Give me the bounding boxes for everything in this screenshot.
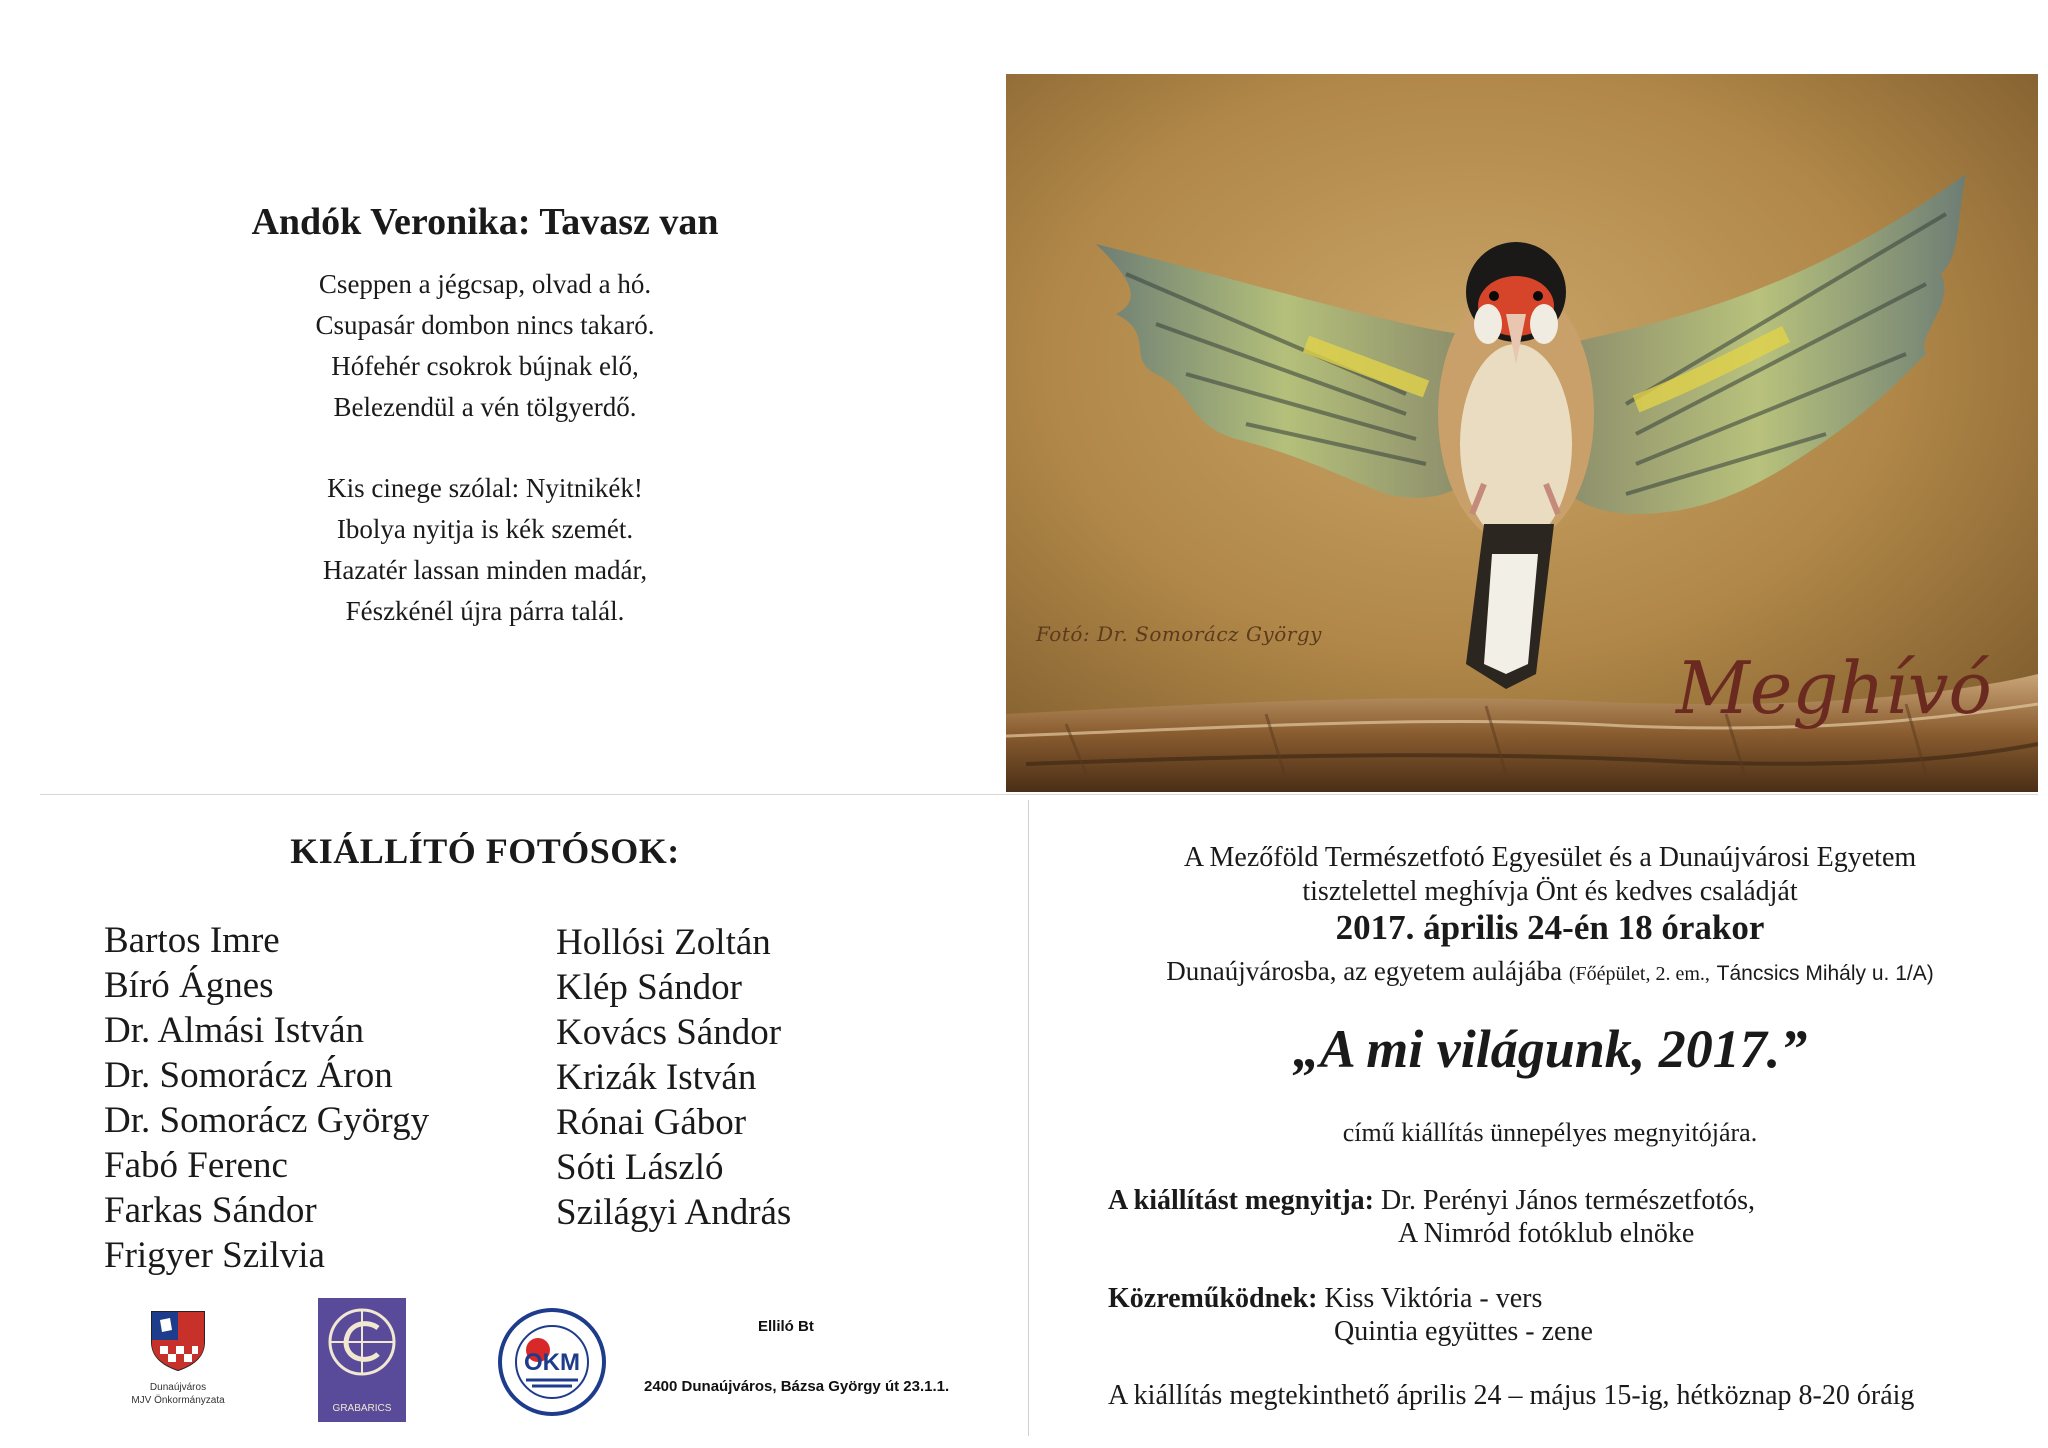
grabarics-logo-label: GRABARICS (332, 1403, 392, 1414)
exhibitor-name: Krizák István (556, 1057, 757, 1098)
exhibitor-name: Klép Sándor (556, 967, 742, 1008)
exhibitors-heading: KIÁLLÍTÓ FOTÓSOK: (290, 831, 680, 871)
opener-role: A Nimród fotóklub elnöke (1398, 1218, 1695, 1249)
poem-line: Kis cinege szólal: Nyitnikék! (327, 473, 643, 503)
publisher-name: Elliló Bt (758, 1318, 814, 1335)
place-main: Dunaújvárosba, az egyetem aulájába (1166, 956, 1563, 986)
invitation-greeting: tisztelettel meghívja Önt és kedves családját (1302, 876, 1798, 907)
city-caption-line: Dunaújváros (149, 1382, 207, 1393)
performer: Kiss Viktória - vers (1324, 1283, 1543, 1314)
publisher-address: 2400 Dunaújváros, Bázsa György út 23.1.1. (644, 1378, 950, 1395)
poem-line: Hazatér lassan minden madár, (322, 555, 648, 585)
okm-initials: OKM (524, 1349, 580, 1376)
okm-emblem-icon (496, 1306, 608, 1418)
poem-line: Hófehér csokrok bújnak elő, (331, 351, 639, 381)
exhibition-title: „A mi világunk, 2017.” (1292, 1019, 1808, 1079)
city-coat-of-arms-icon (148, 1308, 208, 1372)
okm-logo (496, 1306, 608, 1418)
horizontal-fold-line (40, 794, 2038, 795)
poem-line: Belezendül a vén tölgyerdő. (333, 392, 637, 422)
exhibitor-name: Dr. Almási István (104, 1010, 365, 1051)
performers-row (1108, 1282, 1542, 1316)
exhibitor-name: Bartos Imre (104, 920, 280, 961)
poem-stanza-1 (140, 264, 830, 428)
goldfinch-photo (1006, 74, 2038, 792)
opener-label: A kiállítást megnyitja: (1108, 1185, 1374, 1216)
photo-credit: Fotó: Dr. Somorácz György (1036, 622, 1322, 646)
exhibitor-name: Dr. Somorácz Áron (104, 1055, 393, 1096)
poem-line: Csupasár dombon nincs takaró. (315, 310, 655, 340)
exhibition-subtitle: című kiállítás ünnepélyes megnyitójára. (1342, 1118, 1758, 1147)
exhibitors-column-1 (104, 918, 429, 1278)
invitation-place (1080, 956, 2020, 987)
poem-line: Fészkénél újra párra talál. (345, 596, 625, 626)
exhibitor-name: Sóti László (556, 1147, 724, 1188)
poem-title: Andók Veronika: Tavasz van (251, 201, 719, 243)
opener-name: Dr. Perényi János természetfotós, (1381, 1185, 1756, 1216)
exhibitor-name: Kovács Sándor (556, 1012, 782, 1053)
performer: Quintia együttes - zene (1334, 1316, 1593, 1347)
opener-row (1108, 1184, 1755, 1218)
city-logo (118, 1308, 238, 1407)
exhibitors-column-2 (556, 920, 791, 1235)
invitation-hosts: A Mezőföld Természetfotó Egyesület és a Dunaújvárosi Egyetem (1183, 842, 1917, 873)
poem-line: Ibolya nyitja is kék szemét. (336, 514, 634, 544)
grabarics-emblem-icon (318, 1298, 406, 1394)
invitation-script-title: Meghívó (1676, 646, 1992, 730)
city-caption-line: MJV Önkormányzata (131, 1395, 225, 1406)
exhibitor-name: Bíró Ágnes (104, 965, 274, 1006)
exhibitor-name: Hollósi Zoltán (556, 922, 771, 963)
vertical-fold-line (1028, 800, 1029, 1436)
exhibitor-name: Fabó Ferenc (104, 1145, 288, 1186)
exhibitor-name: Farkas Sándor (104, 1190, 317, 1231)
place-street: Táncsics Mihály u. 1/A) (1716, 962, 1934, 985)
exhibitor-name: Dr. Somorácz György (104, 1100, 430, 1141)
visiting-hours: A kiállítás megtekinthető április 24 – május 15-ig, hétköznap 8-20 óráig (1108, 1380, 1915, 1411)
poem-line: Cseppen a jégcsap, olvad a hó. (318, 269, 652, 299)
grabarics-logo (318, 1298, 406, 1422)
poem-stanza-2 (140, 468, 830, 632)
exhibitor-name: Rónai Gábor (556, 1102, 747, 1143)
invitation-date: 2017. április 24-én 18 órakor (1335, 908, 1765, 947)
exhibitor-name: Szilágyi András (556, 1192, 792, 1233)
city-logo-caption (118, 1381, 238, 1407)
exhibitor-name: Frigyer Szilvia (104, 1235, 325, 1276)
performers-label: Közreműködnek: (1108, 1283, 1318, 1314)
place-detail: (Főépület, 2. em., (1568, 963, 1710, 985)
